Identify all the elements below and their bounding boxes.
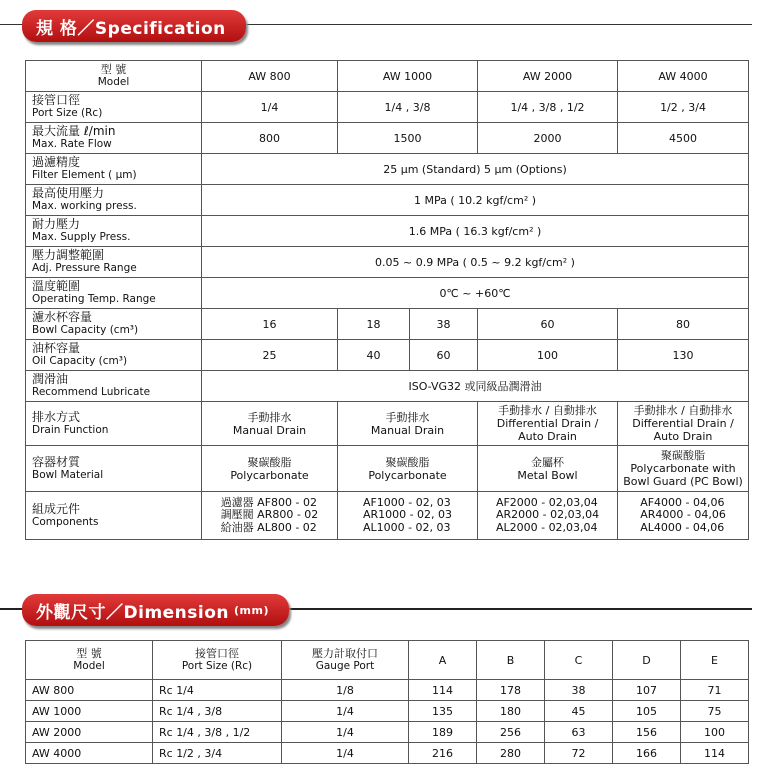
cell: 72 [545,743,613,764]
dim-col-gauge: 壓力計取付口 Gauge Port [282,641,409,680]
working-press-row: 最高使用壓力 Max. working press. 1 MPa ( 10.2 kgf/cm² ) [26,185,749,216]
cell: 1/4 [282,743,409,764]
model-aw800: AW 800 [202,61,338,92]
table-row [26,701,749,722]
cell: 178 [477,680,545,701]
spec-section-title: 規 格／Specification [22,10,246,42]
material-row: 容器材質 Bowl Material 聚碳酸脂 Polycarbonate 聚碳酸脂 Polycarbonate 金屬杯 Metal Bowl 聚碳酸脂 Polycarbonate with Bowl Guard (PC Bowl) [26,446,749,492]
dim-col-e: E [681,641,749,680]
cell: 189 [409,722,477,743]
dim-header-row [26,641,749,680]
cell: 25 μm (Standard) 5 μm (Options) [202,154,749,185]
cell: 40 [338,340,410,371]
cell: 100 [478,340,618,371]
cell: 聚碳酸脂 Polycarbonate [338,446,478,492]
spec-table [25,60,749,540]
flow-row: 最大流量 ℓ/min Max. Rate Flow 800 1500 2000 4500 [26,123,749,154]
cell: 手動排水 Manual Drain [202,402,338,446]
cell: Rc 1/4 , 3/8 , 1/2 [153,722,282,743]
temp-row: 溫度範圍 Operating Temp. Range 0℃ ~ +60℃ [26,278,749,309]
table-row [26,722,749,743]
cell: 1 MPa ( 10.2 kgf/cm² ) [202,185,749,216]
cell: Rc 1/4 [153,680,282,701]
model-aw2000: AW 2000 [478,61,618,92]
dim-col-port: 接管口徑 Port Size (Rc) [153,641,282,680]
cell: 1/4 , 3/8 [338,92,478,123]
cell: 63 [545,722,613,743]
cell: AW 4000 [26,743,153,764]
filter-row: 過濾精度 Filter Element ( μm) 25 μm (Standard) 5 μm (Options) [26,154,749,185]
spec-header-row [26,61,749,92]
dim-col-c: C [545,641,613,680]
cell: 80 [618,309,749,340]
model-aw4000: AW 4000 [618,61,749,92]
cell: 1/4 [202,92,338,123]
cell: 1.6 MPa ( 16.3 kgf/cm² ) [202,216,749,247]
cell: 38 [410,309,478,340]
cell: 71 [681,680,749,701]
cell: 105 [613,701,681,722]
cell: 1/4 [282,722,409,743]
cell: AF2000 - 02,03,04 AR2000 - 02,03,04 AL2000 - 02,03,04 [478,492,618,540]
cell: 1/8 [282,680,409,701]
cell: 45 [545,701,613,722]
port-size-row: 接管口徑 Port Size (Rc) 1/4 1/4 , 3/8 1/4 , 3/8 , 1/2 1/2 , 3/4 [26,92,749,123]
cell: 4500 [618,123,749,154]
cell: 1500 [338,123,478,154]
cell: 130 [618,340,749,371]
spec-header-bar [0,10,770,42]
cell: 75 [681,701,749,722]
cell: AF1000 - 02, 03 AR1000 - 02, 03 AL1000 - 02, 03 [338,492,478,540]
dim-col-d: D [613,641,681,680]
cell: 100 [681,722,749,743]
drain-row: 排水方式 Drain Function 手動排水 Manual Drain 手動排水 Manual Drain 手動排水 / 自動排水 Differential Drain / Auto Drain 手動排水 / 自動排水 Differential Drain / Auto Drain [26,402,749,446]
cell: 280 [477,743,545,764]
model-header: 型 號 Model [26,61,202,92]
cell: 18 [338,309,410,340]
dim-section-title: 外觀尺寸／Dimension (mm) [22,594,289,626]
cell: 135 [409,701,477,722]
bowl-capacity-row: 濾水杯容量 Bowl Capacity (cm³) 16 18 38 60 80 [26,309,749,340]
cell: 手動排水 Manual Drain [338,402,478,446]
cell: 1/2 , 3/4 [618,92,749,123]
cell: 114 [681,743,749,764]
cell: 800 [202,123,338,154]
table-row [26,680,749,701]
cell: 166 [613,743,681,764]
cell: 2000 [478,123,618,154]
dim-col-model: 型 號 Model [26,641,153,680]
adj-press-row: 壓力調整範圍 Adj. Pressure Range 0.05 ~ 0.9 MPa ( 0.5 ~ 9.2 kgf/cm² ) [26,247,749,278]
cell: 60 [478,309,618,340]
cell: 手動排水 / 自動排水 Differential Drain / Auto Drain [478,402,618,446]
cell: 107 [613,680,681,701]
cell: 0.05 ~ 0.9 MPa ( 0.5 ~ 9.2 kgf/cm² ) [202,247,749,278]
cell: 聚碳酸脂 Polycarbonate with Bowl Guard (PC Bowl) [618,446,749,492]
cell: 156 [613,722,681,743]
cell: 1/4 , 3/8 , 1/2 [478,92,618,123]
cell: 256 [477,722,545,743]
cell: 聚碳酸脂 Polycarbonate [202,446,338,492]
oil-capacity-row: 油杯容量 Oil Capacity (cm³) 25 40 60 100 130 [26,340,749,371]
cell: 過濾器 AF800 - 02 調壓閥 AR800 - 02 給油器 AL800 - 02 [202,492,338,540]
cell: 38 [545,680,613,701]
cell: 25 [202,340,338,371]
model-aw1000: AW 1000 [338,61,478,92]
cell: 216 [409,743,477,764]
supply-press-row: 耐力壓力 Max. Supply Press. 1.6 MPa ( 16.3 kgf/cm² ) [26,216,749,247]
cell: 0℃ ~ +60℃ [202,278,749,309]
cell: 金屬杯 Metal Bowl [478,446,618,492]
cell: Rc 1/4 , 3/8 [153,701,282,722]
cell: 16 [202,309,338,340]
dim-header-bar [0,594,770,626]
cell: 60 [410,340,478,371]
cell: 114 [409,680,477,701]
components-row: 組成元件 Components 過濾器 AF800 - 02 調壓閥 AR800 - 02 給油器 AL800 - 02 AF1000 - 02, 03 AR1000 - 02, 03 AL1000 - 02, 03 AF2000 - 02,03,04 AR2000 - 02,03,04 AL2000 - 02,03,04 AF4000 - 04,06 AR4000 - 04,06 AL4000 - 04,06 [26,492,749,540]
dimension-table [25,640,749,764]
lubricate-row: 潤滑油 Recommend Lubricate ISO-VG32 或同級品潤滑油 [26,371,749,402]
cell: Rc 1/2 , 3/4 [153,743,282,764]
table-row [26,743,749,764]
cell: 180 [477,701,545,722]
cell: 1/4 [282,701,409,722]
cell: AF4000 - 04,06 AR4000 - 04,06 AL4000 - 04,06 [618,492,749,540]
dim-col-a: A [409,641,477,680]
cell: AW 800 [26,680,153,701]
cell: 手動排水 / 自動排水 Differential Drain / Auto Drain [618,402,749,446]
cell: AW 2000 [26,722,153,743]
cell: ISO-VG32 或同級品潤滑油 [202,371,749,402]
dim-col-b: B [477,641,545,680]
cell: AW 1000 [26,701,153,722]
